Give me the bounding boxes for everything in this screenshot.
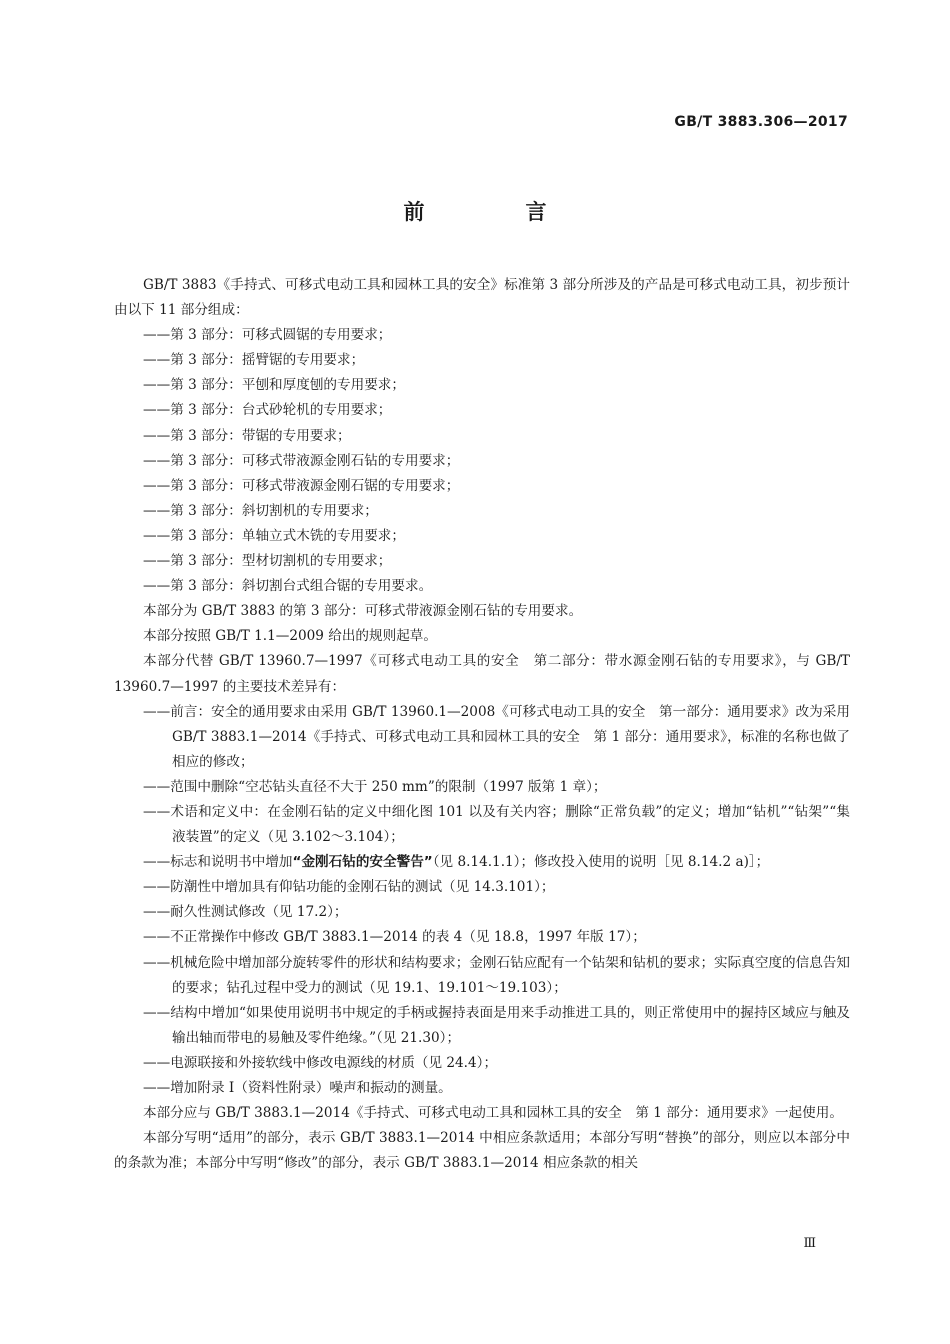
part-list-item: ——第 3 部分：台式砂轮机的专用要求； (143, 402, 392, 419)
change-item: ——不正常操作中修改 GB/T 3883.1—2014 的表 4（见 18.8，1997 年版 17）； (143, 929, 646, 946)
change-item: ——耐久性测试修改（见 17.2）； (143, 904, 348, 921)
document-body (114, 273, 850, 1176)
change-item: ——增加附录 I（资料性附录）噪声和振动的测量。 (143, 1080, 452, 1096)
part-list-item: ——第 3 部分：可移式圆锯的专用要求； (143, 327, 392, 344)
part-list-item: ——第 3 部分：摇臂锯的专用要求； (143, 352, 365, 369)
part-list-item: ——第 3 部分：可移式带液源金刚石锯的专用要求； (143, 477, 460, 494)
part-list-item: ——第 3 部分：可移式带液源金刚石钻的专用要求； (143, 452, 460, 469)
part-list-item: ——第 3 部分：单轴立式木铣的专用要求； (143, 527, 405, 544)
drafting-paragraph: 本部分按照 GB/T 1.1—2009 给出的规则起草。 (143, 628, 437, 645)
change-item-text: （见 8.14.1.1）；修改投入使用的说明［见 8.14.2 a)］； (432, 854, 770, 871)
intro-paragraph: GB/T 3883《手持式、可移式电动工具和园林工具的安全》标准第 3 部分所涉及的产品是可移式电动工具，初步预计由以下 11 部分组成： (114, 277, 850, 319)
standard-code: GB/T 3883.306—2017 (674, 114, 848, 130)
change-item: ——防潮性中增加具有仰钻功能的金刚石钻的测试（见 14.3.101）； (143, 879, 555, 896)
change-item (114, 850, 850, 875)
part-list-item: ——第 3 部分：带锯的专用要求； (143, 427, 351, 444)
part-of-paragraph: 本部分为 GB/T 3883 的第 3 部分：可移式带液源金刚石钻的专用要求。 (143, 603, 583, 620)
change-item: ——范围中删除“空芯钻头直径不大于 250 mm”的限制（1997 版第 1 章）； (143, 778, 607, 795)
change-item: ——前言：安全的通用要求由采用 GB/T 13960.1—2008《可移式电动工具的安全 第一部分：通用要求》改为采用 GB/T 3883.1—2014《手持式、可移式电动工具和园林工具的安全 第 1 部分：通用要求》，标准的名称也做了相应的修改； (143, 703, 850, 770)
part-list-item: ——第 3 部分：平刨和厚度刨的专用要求； (143, 377, 405, 394)
replaces-paragraph: 本部分代替 GB/T 13960.7—1997《可移式电动工具的安全 第二部分：带水源金刚石钻的专用要求》，与 GB/T 13960.7—1997 的主要技术差异有： (114, 653, 850, 695)
part-list-item: ——第 3 部分：斜切割台式组合锯的专用要求。 (143, 578, 433, 595)
use-with-paragraph: 本部分应与 GB/T 3883.1—2014《手持式、可移式电动工具和园林工具的安全 第 1 部分：通用要求》一起使用。 (143, 1105, 843, 1122)
change-item: ——电源联接和外接软线中修改电源线的材质（见 24.4）； (143, 1054, 498, 1071)
change-item: ——术语和定义中：在金刚石钻的定义中细化图 101 以及有关内容；删除“正常负载”的定义；增加“钻机”“钻架”“集液装置”的定义（见 3.102～3.104）； (143, 803, 850, 846)
page-number: Ⅲ (803, 1236, 816, 1251)
safety-warning-keyword: “金刚石钻的安全警告” (292, 854, 433, 871)
change-item-text: ——标志和说明书中增加 (143, 854, 293, 871)
page-title: 前 言 (403, 200, 587, 224)
part-list-item: ——第 3 部分：型材切割机的专用要求； (143, 553, 392, 570)
change-item: ——结构中增加“如果使用说明书中规定的手柄或握持表面是用来手动推进工具的，则正常使用中的握持区域应与触及输出轴而带电的易触及零件绝缘。”（见 21.30）； (143, 1004, 850, 1046)
wording-paragraph: 本部分写明“适用”的部分，表示 GB/T 3883.1—2014 中相应条款适用；本部分写明“替换”的部分，则应以本部分中的条款为准；本部分中写明“修改”的部分，表示 GB/T 3883.1—2014 相应条款的相关 (114, 1130, 850, 1172)
part-list-item: ——第 3 部分：斜切割机的专用要求； (143, 502, 378, 519)
change-item: ——机械危险中增加部分旋转零件的形状和结构要求；金刚石钻应配有一个钻架和钻机的要求；实际真空度的信息告知的要求；钻孔过程中受力的测试（见 19.1、19.101～19.103）； (143, 954, 850, 996)
